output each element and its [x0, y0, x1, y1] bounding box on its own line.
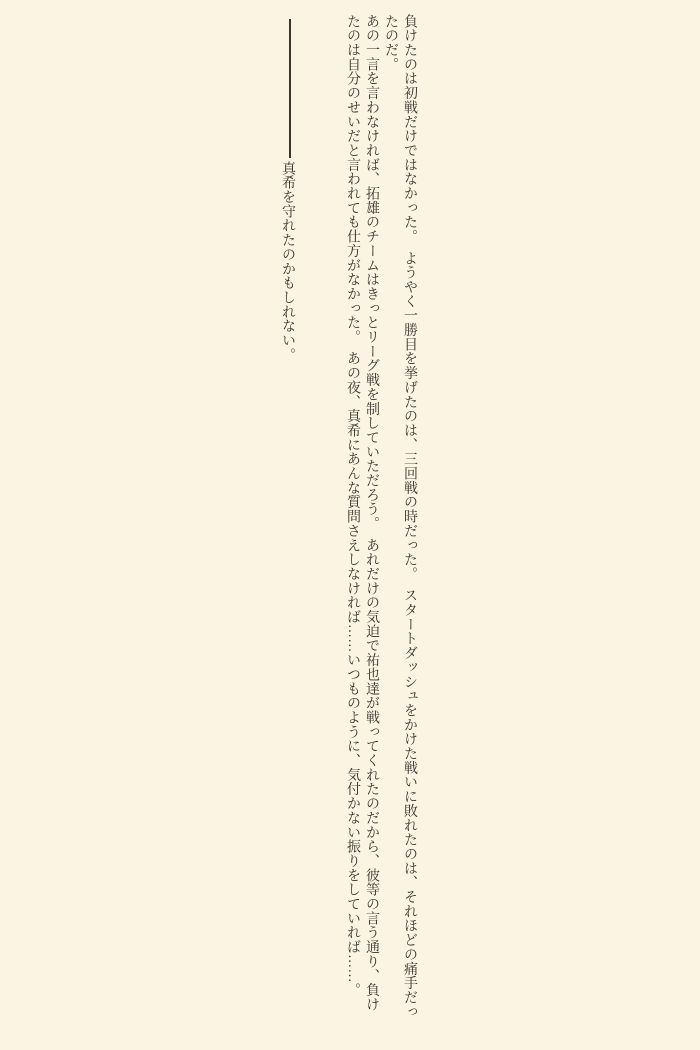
- paragraph-2-line-2: たのは自分のせいだと言われても仕方がなかった。 あの夜、真希にあんな質問さえしなければ……いつものように、気付かない振りをしていれば……。: [345, 14, 360, 998]
- paragraph-3-text: 真希を守れたのかもしれない。: [280, 161, 295, 362]
- paragraph-3-line-1: [278, 14, 297, 1050]
- long-dash-line: [289, 19, 291, 158]
- vertical-text-block: [278, 0, 419, 1050]
- paragraph-2-line-1: あの一言を言わなければ、拓雄のチームはきっとリーグ戦を制していただろう。 あれだけの気迫で祐也達が戦ってくれたのだから、彼等の言う通り、負け: [364, 14, 379, 1012]
- paragraph-1-line-2: たのだ。: [383, 14, 398, 72]
- paragraph-1-line-1: 負けたのは初戦だけではなかった。 ようやく一勝目を挙げたのは、三回戦の時だった。 スタートダッシュをかけた戦いに敗れたのは、それほどの痛手だっ: [402, 14, 417, 1019]
